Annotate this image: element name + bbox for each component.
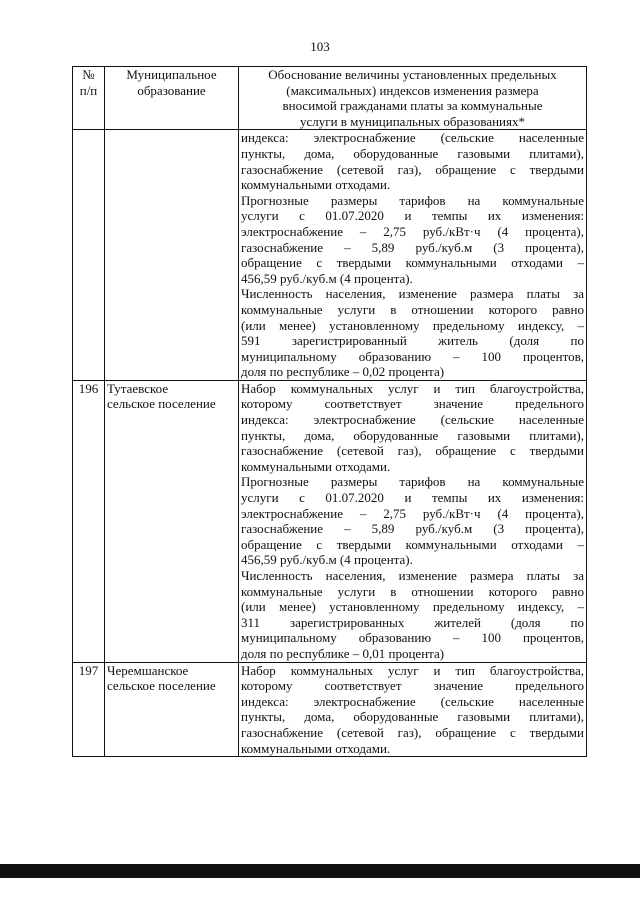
row-justification	[239, 662, 587, 757]
justification-line: 311 зарегистрированных жителей (доля по	[241, 614, 584, 630]
indices-table	[72, 66, 587, 757]
justification-line: 456,59 руб./куб.м (4 процента).	[241, 270, 413, 286]
justification-line: коммунальными отходами.	[241, 740, 391, 756]
row-municipality	[105, 380, 239, 662]
justification-line: пункты, дома, оборудованные газовыми плитами),	[241, 145, 584, 161]
justification-line: газоснабжение (сетевой газ), обращение с твердыми	[241, 724, 584, 740]
justification-line: доля по республике – 0,01 процента)	[241, 645, 445, 661]
justification-line: индекса: электроснабжение (сельские населенные	[241, 412, 584, 428]
row-number: 196	[73, 380, 105, 662]
header-municipality-line: Муниципальное	[126, 67, 217, 82]
justification-line: обращение с твердыми коммунальными отходами –	[241, 536, 584, 552]
justification-line: Прогнозные размеры тарифов на коммунальные	[241, 192, 584, 208]
justification-line: электроснабжение – 2,75 руб./кВт·ч (4 процента),	[241, 505, 584, 521]
header-number-line: №	[82, 67, 95, 82]
justification-line: муниципальному образованию – 100 процентов,	[241, 630, 584, 646]
justification-line: (или менее) установленному предельному индексу, –	[241, 599, 584, 615]
justification-line: газоснабжение – 5,89 руб./куб.м (3 процента),	[241, 521, 584, 537]
justification-line: Численность населения, изменение размера платы за	[241, 286, 584, 302]
municipality-line: сельское поселение	[107, 396, 216, 412]
justification-line: газоснабжение (сетевой газ), обращение с твердыми	[241, 161, 584, 177]
justification-line: электроснабжение – 2,75 руб./кВт·ч (4 процента),	[241, 223, 584, 239]
header-municipality	[105, 67, 239, 130]
header-number	[73, 67, 105, 130]
justification-line: индекса: электроснабжение (сельские населенные	[241, 130, 584, 146]
page-number: 103	[310, 39, 330, 54]
justification-line: пункты, дома, оборудованные газовыми плитами),	[241, 427, 584, 443]
justification-line: доля по республике – 0,02 процента)	[241, 364, 445, 380]
table-row	[73, 662, 587, 757]
table-header-row	[73, 67, 587, 130]
justification-line: коммунальные услуги в отношении которого равно	[241, 301, 584, 317]
justification-line: газоснабжение – 5,89 руб./куб.м (3 процента),	[241, 239, 584, 255]
header-number-line: п/п	[79, 82, 98, 98]
row-municipality	[105, 130, 239, 381]
row-number: 197	[73, 662, 105, 757]
row-number	[73, 130, 105, 381]
justification-line: 456,59 руб./куб.м (4 процента).	[241, 552, 413, 568]
header-municipality-line: образование	[137, 82, 206, 98]
table-row	[73, 130, 587, 381]
header-justification-line: Обоснование величины установленных предельных	[268, 67, 557, 82]
justification-line: газоснабжение (сетевой газ), обращение с твердыми	[241, 443, 584, 459]
justification-line: Набор коммунальных услуг и тип благоустройства,	[241, 662, 584, 678]
table-row	[73, 380, 587, 662]
justification-line: которому соответствует значение предельного	[241, 396, 584, 412]
justification-line: коммунальными отходами.	[241, 458, 391, 474]
row-municipality	[105, 662, 239, 757]
justification-line: Численность населения, изменение размера платы за	[241, 568, 584, 583]
header-justification-line: услуги в муниципальных образованиях*	[299, 113, 525, 129]
municipality-line: Тутаевское	[107, 380, 169, 396]
justification-line: 591 зарегистрированный житель (доля по	[241, 333, 584, 349]
municipality-line: сельское поселение	[107, 678, 216, 694]
justification-line: которому соответствует значение предельного	[241, 678, 584, 694]
header-justification-line: (максимальных) индексов изменения размера	[286, 82, 539, 98]
justification-line: (или менее) установленному предельному индексу, –	[241, 317, 584, 333]
justification-line: коммунальными отходами.	[241, 177, 391, 193]
justification-line: услуги с 01.07.2020 и темпы их изменения:	[241, 208, 584, 224]
header-justification-line: вносимой гражданами платы за коммунальные	[282, 98, 543, 114]
justification-line: индекса: электроснабжение (сельские населенные	[241, 693, 584, 709]
justification-line: пункты, дома, оборудованные газовыми плитами),	[241, 709, 584, 725]
justification-line: Набор коммунальных услуг и тип благоустройства,	[241, 380, 584, 396]
scan-edge-bar	[0, 864, 640, 878]
row-justification	[239, 380, 587, 662]
municipality-line: Черемшанское	[107, 662, 189, 678]
row-justification	[239, 130, 587, 381]
justification-line: муниципальному образованию – 100 процентов,	[241, 348, 584, 364]
justification-line: обращение с твердыми коммунальными отходами –	[241, 255, 584, 271]
header-justification	[239, 67, 587, 130]
justification-line: Прогнозные размеры тарифов на коммунальные	[241, 474, 584, 490]
justification-line: услуги с 01.07.2020 и темпы их изменения:	[241, 490, 584, 506]
justification-line: коммунальные услуги в отношении которого равно	[241, 583, 584, 599]
